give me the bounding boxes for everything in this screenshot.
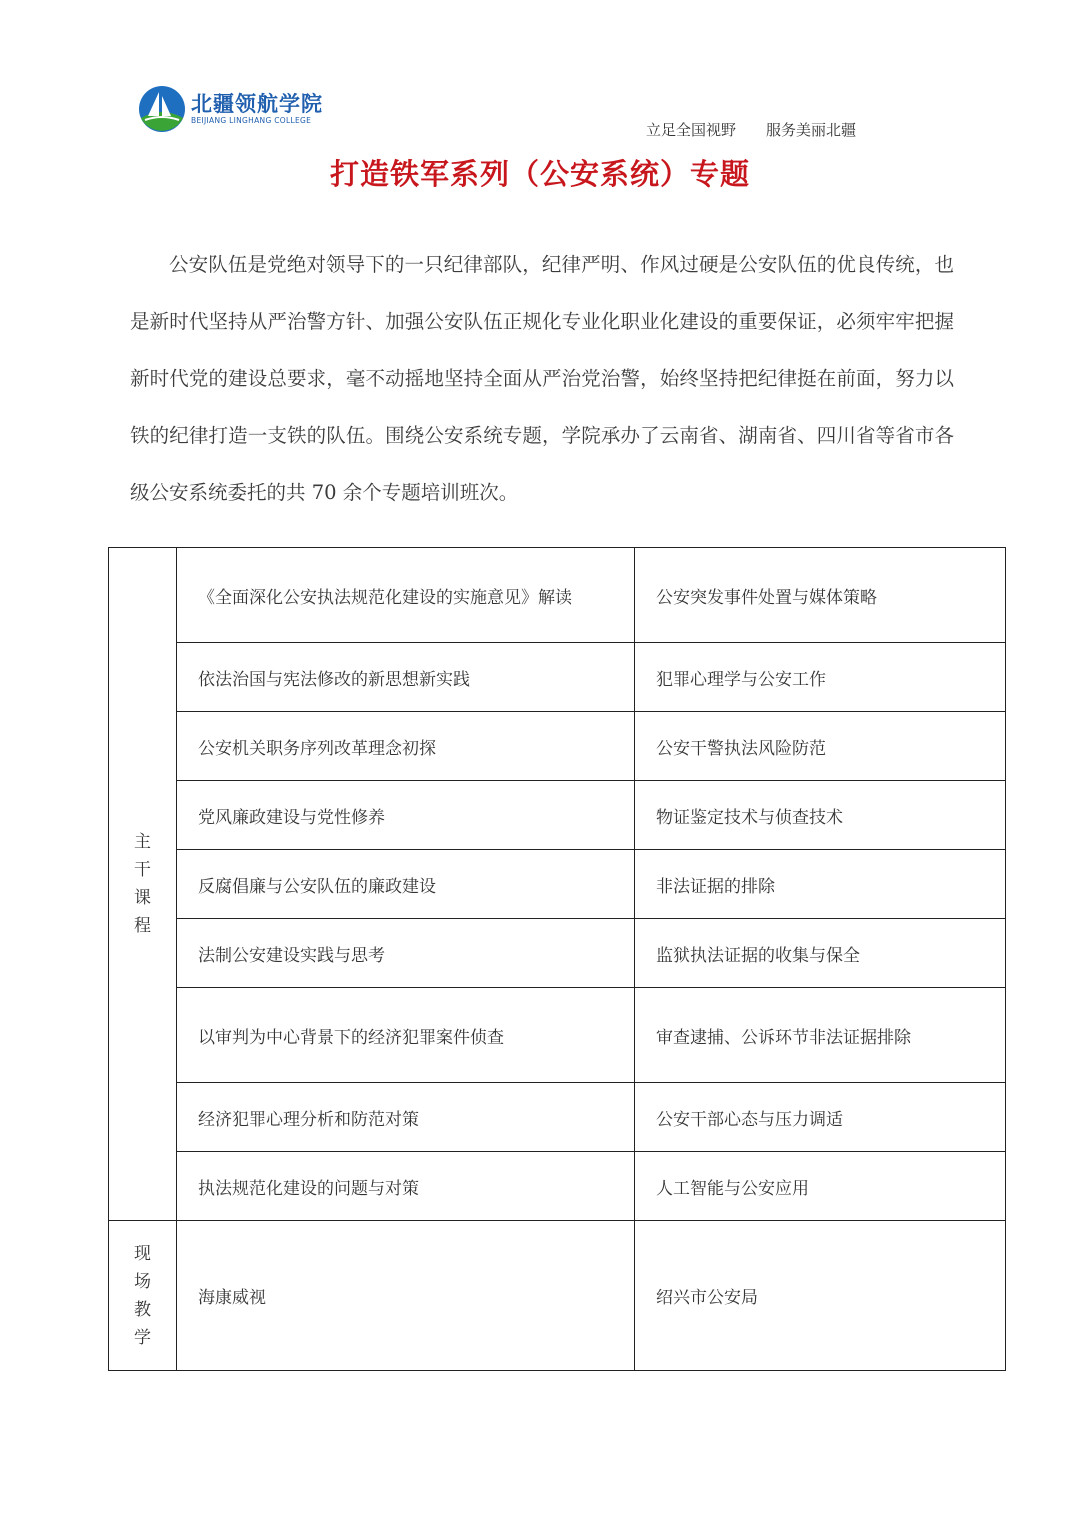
course-cell: 犯罪心理学与公安工作 xyxy=(635,643,1006,712)
category-site-teaching xyxy=(109,1221,177,1371)
course-cell: 公安干警执法风险防范 xyxy=(635,712,1006,781)
course-cell: 法制公安建设实践与思考 xyxy=(177,919,635,988)
slogan xyxy=(646,119,856,140)
course-cell: 经济犯罪心理分析和防范对策 xyxy=(177,1083,635,1152)
course-cell: 审查逮捕、公诉环节非法证据排除 xyxy=(635,988,1006,1083)
table-row xyxy=(109,781,1006,850)
college-logo xyxy=(137,84,323,134)
table-row xyxy=(109,919,1006,988)
table-row xyxy=(109,1221,1006,1371)
table-row xyxy=(109,1083,1006,1152)
course-cell: 依法治国与宪法修改的新思想新实践 xyxy=(177,643,635,712)
course-cell: 公安机关职务序列改革理念初探 xyxy=(177,712,635,781)
course-cell: 海康威视 xyxy=(177,1221,635,1371)
intro-paragraph: 公安队伍是党绝对领导下的一只纪律部队，纪律严明、作风过硬是公安队伍的优良传统，也是新时代坚持从严治警方针、加强公安队伍正规化专业化职业化建设的重要保证，必须牢牢把握新时代党的建设总要求，毫不动摇地坚持全面从严治党治警，始终坚持把纪律挺在前面，努力以铁的纪律打造一支铁的队伍。围绕公安系统专题，学院承办了云南省、湖南省、四川省等省市各级公安系统委托的共 70 余个专题培训班次。 xyxy=(130,253,954,504)
table-row xyxy=(109,988,1006,1083)
logo-english-name: BEIJIANG LINGHANG COLLEGE xyxy=(191,116,312,125)
category-main-courses xyxy=(109,548,177,1221)
course-cell: 反腐倡廉与公安队伍的廉政建设 xyxy=(177,850,635,919)
table-row xyxy=(109,643,1006,712)
category-label: 主干课程 xyxy=(134,832,151,936)
course-cell: 以审判为中心背景下的经济犯罪案件侦查 xyxy=(177,988,635,1083)
course-cell: 非法证据的排除 xyxy=(635,850,1006,919)
category-label: 现场教学 xyxy=(134,1243,151,1348)
course-table xyxy=(108,547,1006,1371)
course-cell: 执法规范化建设的问题与对策 xyxy=(177,1152,635,1221)
course-cell: 党风廉政建设与党性修养 xyxy=(177,781,635,850)
course-cell: 公安突发事件处置与媒体策略 xyxy=(635,548,1006,643)
course-cell: 物证鉴定技术与侦查技术 xyxy=(635,781,1006,850)
table-row xyxy=(109,1152,1006,1221)
course-cell: 人工智能与公安应用 xyxy=(635,1152,1006,1221)
table-row xyxy=(109,712,1006,781)
course-cell: 绍兴市公安局 xyxy=(635,1221,1006,1371)
course-cell: 《全面深化公安执法规范化建设的实施意见》解读 xyxy=(177,548,635,643)
table-row xyxy=(109,850,1006,919)
slogan-part-1: 立足全国视野 xyxy=(646,121,737,139)
course-cell: 公安干部心态与压力调适 xyxy=(635,1083,1006,1152)
college-emblem-icon xyxy=(137,84,187,134)
course-cell: 监狱执法证据的收集与保全 xyxy=(635,919,1006,988)
slogan-part-2: 服务美丽北疆 xyxy=(766,121,857,139)
logo-name: 北疆领航学院 xyxy=(191,92,323,116)
page-title: 打造铁军系列（公安系统）专题 xyxy=(329,157,750,191)
table-row xyxy=(109,548,1006,643)
